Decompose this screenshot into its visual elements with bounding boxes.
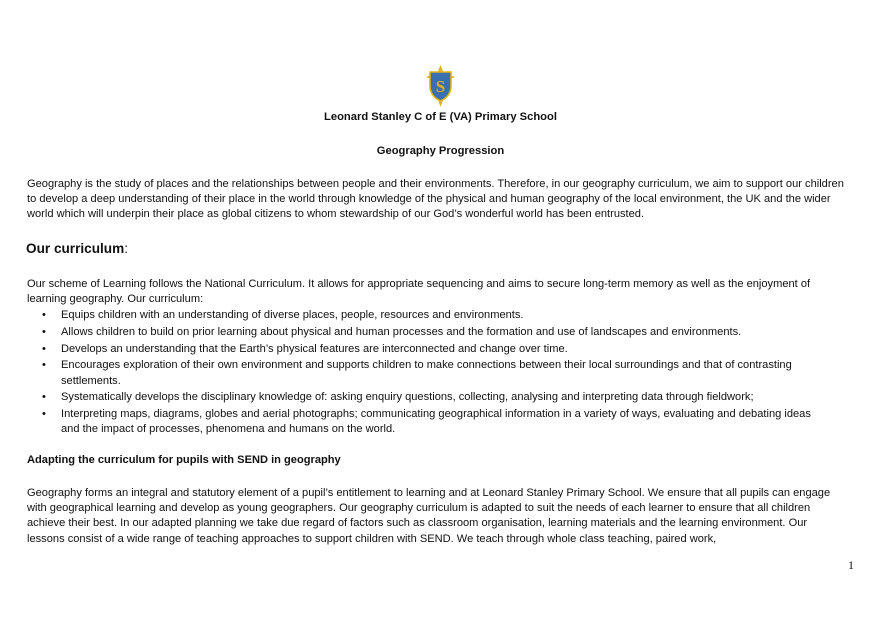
send-heading: Adapting the curriculum for pupils with SEND in geography: [27, 454, 341, 466]
send-paragraph: Geography forms an integral and statutory element of a pupil’s entitlement to learning and at Leonard Stanley Primary School. We ensure that all pupils can engage with geographical learning and develop as young geographers. Our geography curriculum is adapted to suit the needs of each learner to ensure that all children achieve their best. In our adapted planning we take due regard of factors such as classroom organisation, learning materials and the learning environment. Our lessons consist of a wide range of teaching approaches to support children with SEND. We teach through whole class teaching, paired work,: [27, 487, 831, 545]
list-item-text: Develops an understanding that the Earth’s physical features are interconnected and change over time.: [61, 342, 568, 355]
curriculum-bullet-list: [27, 308, 827, 439]
scheme-paragraph: Our scheme of Learning follows the National Curriculum. It allows for appropriate sequencing and aims to secure long-term memory as well as the enjoyment of learning geography. Our curriculum:: [27, 278, 811, 306]
list-item-text: Interpreting maps, diagrams, globes and aerial photographs; communicating geographical information in a variety of ways, evaluating and debating ideas and the impact of processes, phenomena and humans on the world.: [61, 408, 811, 436]
school-name: Leonard Stanley C of E (VA) Primary School: [324, 111, 557, 123]
list-item-text: Systematically develops the disciplinary knowledge of: asking enquiry questions, collecting, analysing and interpreting data through fieldwork;: [61, 391, 754, 404]
bullet-icon: •: [42, 359, 46, 372]
bullet-icon: •: [42, 325, 46, 338]
list-item-text: Allows children to build on prior learning about physical and human processes and the formation and use of landscapes and environments.: [61, 325, 742, 338]
curriculum-heading: [26, 241, 128, 256]
curriculum-heading-colon: :: [124, 241, 128, 256]
list-item: [27, 358, 827, 388]
bullet-icon: •: [42, 408, 46, 421]
page-number: 1: [848, 558, 854, 572]
svg-text:S: S: [435, 77, 446, 96]
list-item: [27, 407, 827, 437]
school-crest-logo: [424, 64, 457, 108]
bullet-icon: •: [42, 309, 46, 321]
list-item: [27, 308, 827, 323]
list-item-text: Encourages exploration of their own environment and supports children to make connections between their local surroundings and that of contrasting settlements.: [61, 359, 792, 387]
intro-paragraph: Geography is the study of places and the relationships between people and their environments. Therefore, in our geography curriculum, we aim to support our children to develop a deep understanding of their place in the world through knowledge of the physical and human geography of the local environment, the UK and the wider world which will underpin their place as global citizens to whom stewardship of our God’s wonderful world has been entrusted.: [27, 178, 844, 221]
list-item: [27, 390, 827, 405]
bullet-icon: •: [42, 342, 46, 355]
curriculum-heading-text: Our curriculum: [26, 241, 125, 256]
bullet-icon: •: [42, 391, 46, 404]
list-item-text: Equips children with an understanding of diverse places, people, resources and environments.: [61, 309, 524, 321]
list-item: [27, 325, 827, 340]
list-item: [27, 342, 827, 357]
document-title: Geography Progression: [376, 145, 505, 157]
